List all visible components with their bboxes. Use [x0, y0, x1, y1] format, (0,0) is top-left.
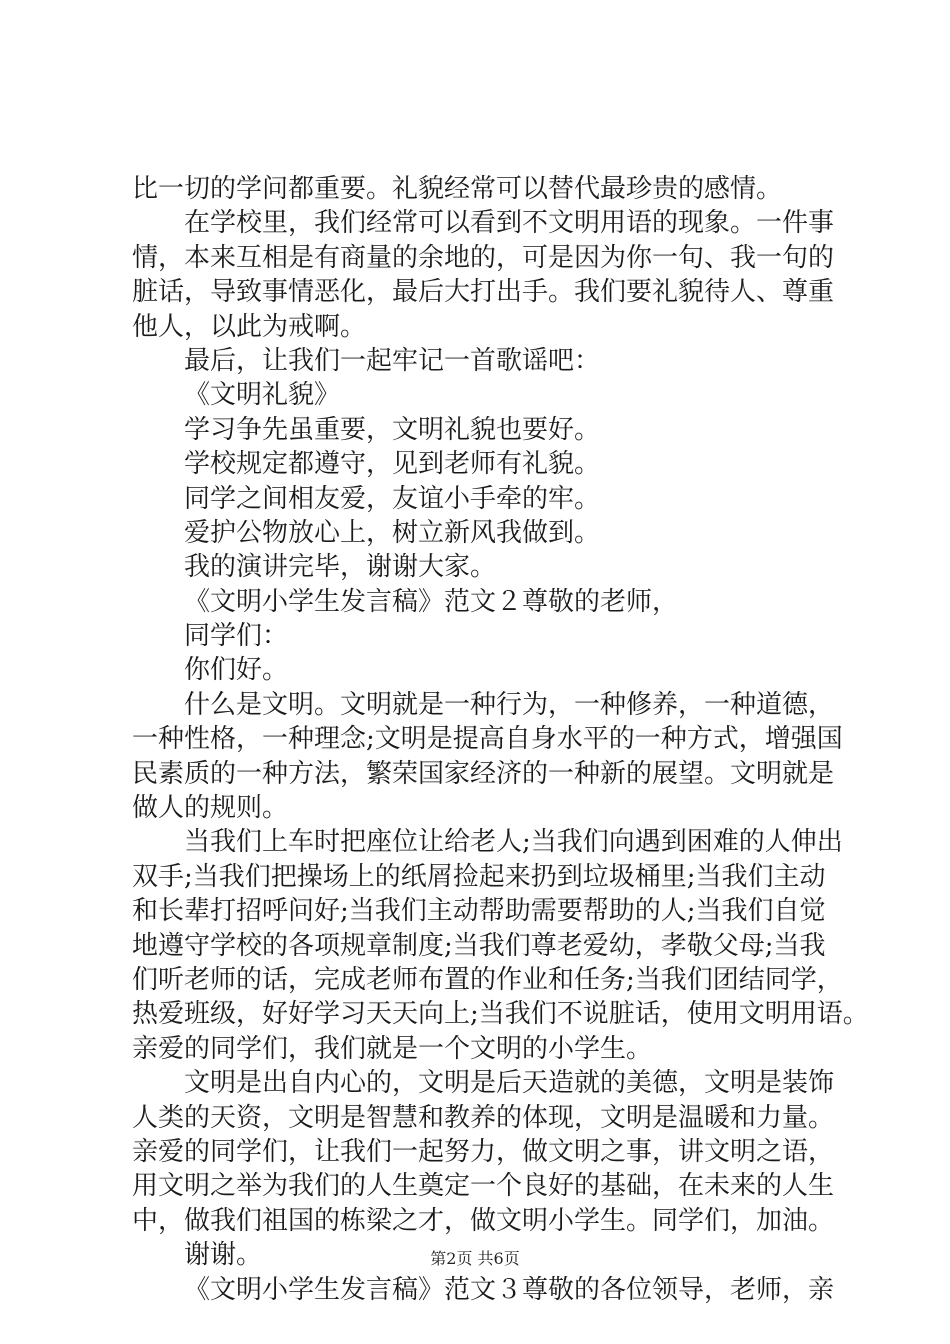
text-line: 我的演讲完毕，谢谢大家。 — [184, 552, 497, 583]
text-line: 同学们： — [184, 621, 289, 652]
text-line: 同学之间相友爱，友谊小手牵的牢。 — [184, 483, 601, 514]
text-line: 《文明小学生发言稿》范文３尊敬的各位领导，老师，亲 — [184, 1274, 835, 1305]
text-line: 文明是出自内心的，文明是后天造就的美德，文明是装饰 — [184, 1068, 835, 1099]
text-line: 热爱班级，好好学习天天向上;当我们不说脏话，使用文明用语。 — [132, 999, 869, 1030]
text-line: 爱护公物放心上，树立新风我做到。 — [184, 517, 601, 548]
page-footer: 第2页 共6页 — [430, 1249, 520, 1268]
text-line: 亲爱的同学们，我们就是一个文明的小学生。 — [132, 1033, 653, 1064]
text-line: 什么是文明。文明就是一种行为，一种修养，一种道德， — [184, 689, 835, 720]
text-line: 一种性格，一种理念;文明是提高自身水平的一种方式，增强国 — [132, 724, 843, 755]
text-line: 最后，让我们一起牢记一首歌谣吧： — [184, 345, 601, 376]
text-line: 民素质的一种方法，繁荣国家经济的一种新的展望。文明就是 — [132, 758, 835, 789]
text-line: 他人，以此为戒啊。 — [132, 311, 367, 342]
text-line: 亲爱的同学们，让我们一起努力，做文明之事，讲文明之语， — [132, 1136, 835, 1167]
text-line: 学习争先虽重要，文明礼貌也要好。 — [184, 414, 601, 445]
text-line: 在学校里，我们经常可以看到不文明用语的现象。一件事 — [184, 208, 835, 239]
text-line: 和长辈打招呼问好;当我们主动帮助需要帮助的人;当我们自觉 — [132, 896, 826, 927]
text-line: 谢谢。 — [184, 1240, 263, 1271]
text-line: 双手;当我们把操场上的纸屑捡起来扔到垃圾桶里;当我们主动 — [132, 861, 826, 892]
text-line: 当我们上车时把座位让给老人;当我们向遇到困难的人伸出 — [184, 827, 843, 858]
text-line: 中，做我们祖国的栋梁之才，做文明小学生。同学们，加油。 — [132, 1205, 835, 1236]
text-line: 脏话，导致事情恶化，最后大打出手。我们要礼貌待人、尊重 — [132, 277, 835, 308]
text-line: 用文明之举为我们的人生奠定一个良好的基础，在未来的人生 — [132, 1171, 835, 1202]
text-line: 做人的规则。 — [132, 793, 289, 824]
text-line: 比一切的学问都重要。礼貌经常可以替代最珍贵的感情。 — [132, 174, 783, 204]
text-line: 学校规定都遵守，见到老师有礼貌。 — [184, 449, 601, 480]
text-line: 你们好。 — [184, 655, 289, 686]
text-line: 地遵守学校的各项规章制度;当我们尊老爱幼，孝敬父母;当我 — [132, 930, 826, 961]
text-line: 情，本来互相是有商量的余地的，可是因为你一句、我一句的 — [132, 242, 835, 273]
text-line: 人类的天资，文明是智慧和教养的体现，文明是温暖和力量。 — [132, 1102, 835, 1133]
body-text — [132, 172, 869, 1307]
text-line: 们听老师的话，完成老师布置的作业和任务;当我们团结同学， — [132, 964, 843, 995]
text-line: 《文明礼貌》 — [184, 380, 341, 411]
text-line: 《文明小学生发言稿》范文２尊敬的老师， — [184, 586, 679, 617]
